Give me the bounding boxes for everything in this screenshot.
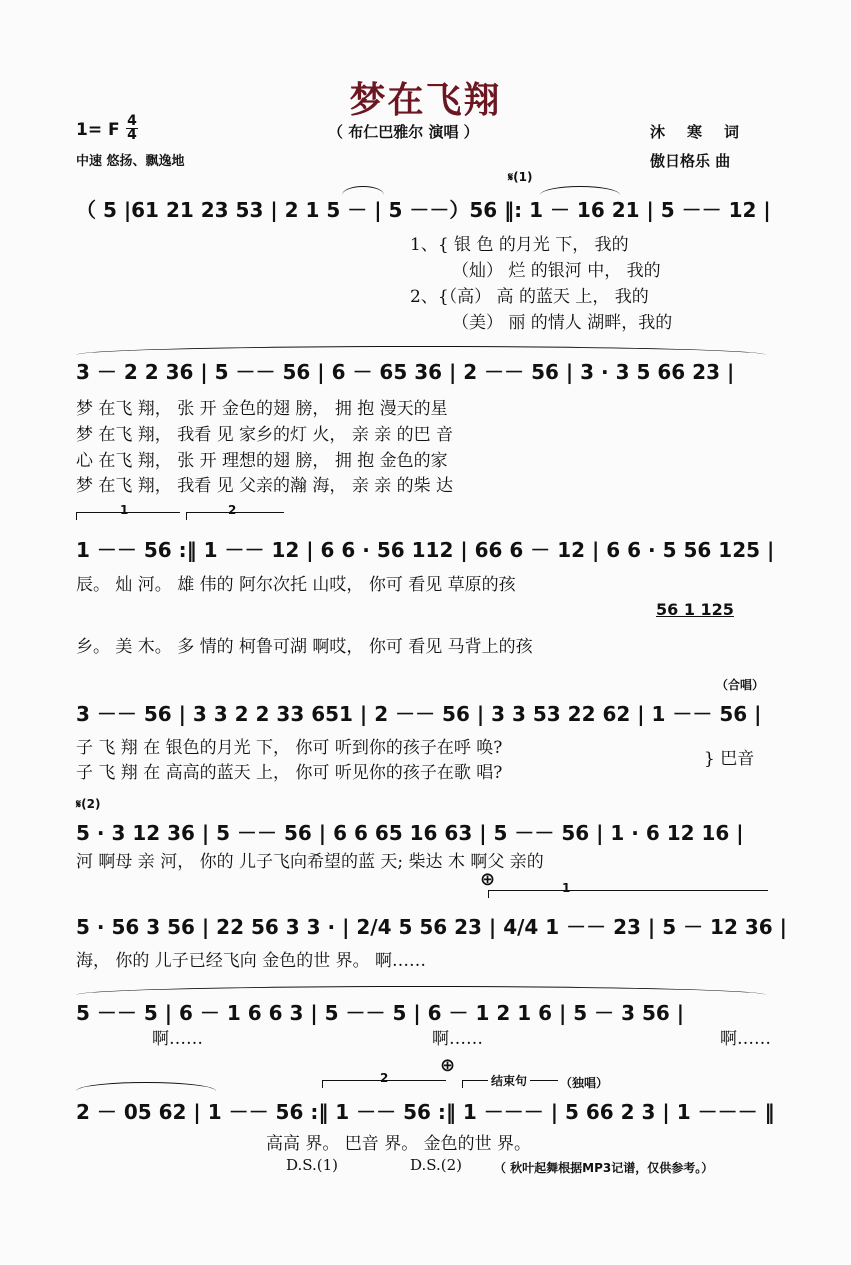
row1-verse2b: （美） 丽 的情人 湖畔，我的: [452, 313, 673, 333]
coda-1-icon: ⊕: [480, 869, 496, 890]
row1-verse1a: 1、{ 银 色 的月光 下， 我的: [410, 235, 629, 255]
ds2-marking: D.S.(2): [410, 1156, 463, 1174]
song-title: 梦在飞翔: [349, 79, 502, 121]
row4-lyric2: 子 飞 翔 在 高高的蓝天 上， 你可 听见你的孩子在歌 唱?: [76, 763, 503, 783]
volta-row6: 1: [562, 881, 571, 895]
meter-bottom: 4: [127, 127, 137, 143]
row5-notes: 5 · 3 12 36 | 5 －－ 56 | 6 6 65 16 63 | 5 －－ 56 | 1 · 6 12 16 |: [76, 821, 744, 845]
row7-lyric3: 啊……: [720, 1029, 771, 1049]
row3-notes: 1 －－ 56 :‖ 1 －－ 12 | 6 6 · 56 112 | 66 6 － 12 | 6 6 · 5 56 125 |: [76, 538, 775, 562]
row7-lyric1: 啊……: [152, 1029, 203, 1049]
row1-notes: （ 5 |61 21 23 53 | 2 1 5 － | 5 －－）56 ‖: 1 － 16 21 | 5 －－ 12 |: [76, 198, 771, 222]
row1-verse2a: 2、{（高） 高 的蓝天 上， 我的: [410, 287, 649, 307]
row6-lyric1: 海， 你的 儿子已经飞向 金色的世 界。 啊……: [76, 951, 427, 971]
row7-notes: 5 －－ 5 | 6 － 1 6 6 3 | 5 －－ 5 | 6 － 1 2 1 6 | 5 － 3 56 |: [76, 1001, 685, 1025]
row5-lyric1: 河 啊母 亲 河， 你的 儿子飞向希望的蓝 天; 柴达 木 啊父 亲的: [76, 852, 544, 872]
row8-notes: 2 － 05 62 | 1 －－ 56 :‖ 1 －－ 56 :‖ 1 －－－ | 5 66 2 3 | 1 －－－ ‖: [76, 1100, 775, 1124]
coda-2-icon: ⊕: [440, 1055, 456, 1076]
row2-lyric4: 梦 在飞 翔， 我看 见 父亲的瀚 海， 亲 亲 的柴 达: [76, 476, 454, 496]
row6-notes: 5 · 56 3 56 | 22 56 3 3 · | 2/4 5 56 23 | 4/4 1 －－ 23 | 5 － 12 36 |: [76, 915, 787, 939]
segno-1: 𝄋(1): [508, 170, 533, 184]
row8-lyric1: 高高 界。 巴音 界。 金色的世 界。: [266, 1134, 532, 1154]
row1-verse1b: （灿） 烂 的银河 中， 我的: [452, 261, 661, 281]
row3-lyric2: 乡。 美 木。 多 情的 柯鲁可湖 啊哎， 你可 看见 马背上的孩: [76, 637, 533, 657]
transcription-note: （ 秋叶起舞根据MP3记谱，仅供参考。）: [494, 1161, 714, 1175]
volta-2: 2: [228, 503, 237, 517]
row2-lyric1: 梦 在飞 翔， 张 开 金色的翅 膀， 拥 抱 漫天的星: [76, 399, 448, 419]
row4-lyric1: 子 飞 翔 在 银色的月光 下， 你可 听到你的孩子在呼 唤?: [76, 738, 503, 758]
solo-marking: （独唱）: [560, 1076, 609, 1090]
row2-notes: 3 － 2 2 36 | 5 －－ 56 | 6 － 65 36 | 2 －－ 56 | 3 · 3 5 66 23 |: [76, 360, 735, 384]
composer-credit: 傲日格乐 曲: [650, 152, 731, 170]
key-signature: 1= F: [76, 120, 120, 140]
row7-lyric2: 啊……: [432, 1029, 483, 1049]
lyricist-credit: 沐寒词: [650, 123, 762, 141]
volta-row8: 2: [380, 1071, 389, 1085]
row2-lyric3: 心 在飞 翔， 张 开 理想的翅 膀， 拥 抱 金色的家: [76, 451, 448, 471]
row4-notes: 3 －－ 56 | 3 3 2 2 33 651 | 2 －－ 56 | 3 3 53 22 62 | 1 －－ 56 |: [76, 702, 762, 726]
ending-marking: 结束句: [488, 1072, 530, 1089]
meter-top: 4: [127, 113, 137, 129]
row3-lyric1: 辰。 灿 河。 雄 伟的 阿尔次托 山哎， 你可 看见 草原的孩: [76, 575, 516, 595]
tempo-marking: 中速 悠扬、飘逸地: [76, 154, 185, 169]
segno-2: 𝄋(2): [76, 797, 101, 811]
bayin-brace: } 巴音: [704, 749, 755, 769]
time-signature: [126, 115, 138, 142]
singer-credit: （ 布仁巴雅尔 演唱 ）: [328, 123, 479, 141]
chorus-marking: （合唱）: [716, 678, 765, 692]
row2-lyric2: 梦 在飞 翔， 我看 见 家乡的灯 火， 亲 亲 的巴 音: [76, 425, 454, 445]
ds1-marking: D.S.(1): [286, 1156, 339, 1174]
volta-1: 1: [120, 503, 129, 517]
row3-alt-notes: 56 1 125: [656, 600, 734, 619]
